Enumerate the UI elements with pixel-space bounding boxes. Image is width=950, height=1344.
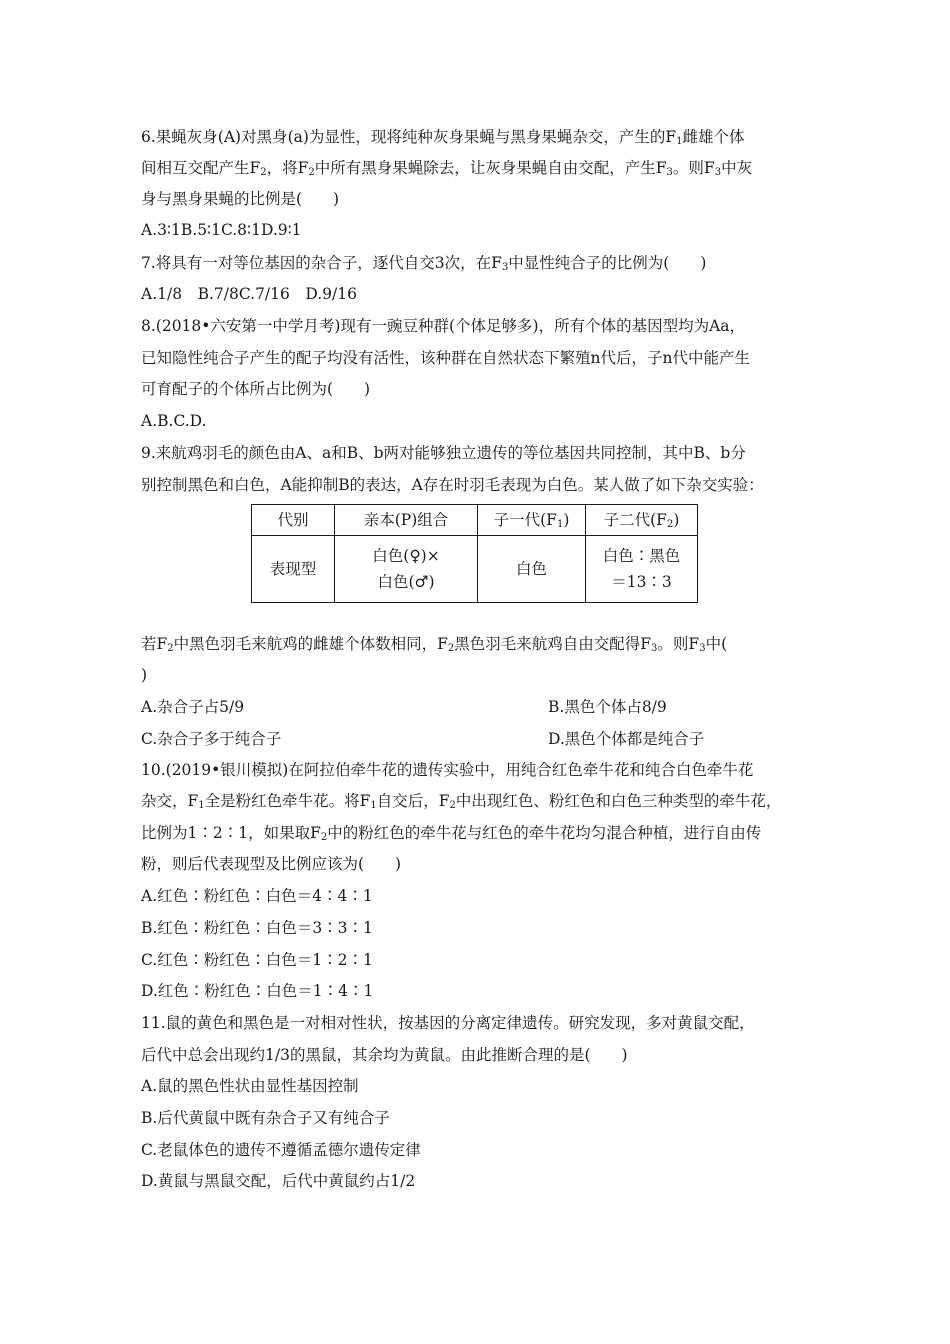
q9-stem-line-1: 9.来航鸡羽毛的颜色由A、a和B、b两对能够独立遗传的等位基因共同控制，其中B、b分 [141, 444, 746, 462]
table-cell: 白色∶黑色 ＝13∶3 [586, 536, 698, 603]
table-cell: 表现型 [252, 536, 335, 603]
q6-stem-line-1: 6.果蝇灰身(A)对黑身(a)为显性，现将纯种灰身果蝇与黑身果蝇杂交，产生的$F_1$雌雄个体 [141, 128, 745, 147]
q10-option-a: A.红色∶粉红色∶白色＝4∶4∶1 [141, 887, 373, 905]
q10-option-b: B.红色∶粉红色∶白色＝3∶3∶1 [141, 919, 373, 937]
table-header-cell: 子二代$(F_2)$ [586, 505, 698, 536]
table-header-row [252, 505, 698, 536]
cross-experiment-table [251, 504, 698, 603]
q8-stem-line-3: 可育配子的个体所占比例为( ) [141, 380, 371, 398]
q10-option-c: C.红色∶粉红色∶白色＝1∶2∶1 [141, 951, 373, 969]
q9-question-line-2: ) [141, 666, 148, 684]
q6-stem-line-3: 身与黑身果蝇的比例是( ) [141, 190, 340, 208]
q8-stem-line-1: 8.(2018•六安第一中学月考)现有一豌豆种群(个体足够多)，所有个体的基因型均为Aa， [141, 317, 746, 335]
q7-options: A.1/8 B.7/8C.7/16 D.9/16 [141, 285, 357, 303]
q9-option-b: B.黑色个体占8/9 [548, 698, 667, 716]
q11-option-b: B.后代黄鼠中既有杂合子又有纯合子 [141, 1109, 390, 1127]
q10-stem-line-4: 粉，则后代表现型及比例应该为( ) [141, 855, 402, 873]
q9-option-a: A.杂合子占5/9 [141, 698, 245, 716]
q10-stem-line-1: 10.(2019•银川模拟)在阿拉伯牵牛花的遗传实验中，用纯合红色牵牛花和纯合白色牵牛花 [141, 761, 754, 779]
q11-stem-line-1: 11.鼠的黄色和黑色是一对相对性状，按基因的分离定律遗传。研究发现，多对黄鼠交配， [141, 1014, 755, 1032]
q9-option-c: C.杂合子多于纯合子 [141, 730, 282, 748]
q11-stem-line-2: 后代中总会出现约1/3的黑鼠，其余均为黄鼠。由此推断合理的是( ) [141, 1046, 628, 1064]
q10-option-d: D.红色∶粉红色∶白色＝1∶4∶1 [141, 982, 374, 1000]
q9-option-row-2 [141, 729, 705, 749]
q10-stem-line-2: 杂交，$F_1$全是粉红色牵牛花。将$F_1$自交后，$F_2$中出现红色、粉红色和白色三种类型的牵牛花， [141, 792, 782, 811]
table-row [252, 536, 698, 603]
q11-option-a: A.鼠的黑色性状由显性基因控制 [141, 1077, 359, 1095]
q9-question-line-1: 若$F_2$中黑色羽毛来航鸡的雌雄个体数相同，$F_2$黑色羽毛来航鸡自由交配得$F_3$。则$F_3$中( [141, 635, 728, 654]
q9-stem-line-2: 别控制黑色和白色，A能抑制B的表达，A存在时羽毛表现为白色。某人做了如下杂交实验： [141, 476, 764, 494]
q10-stem-line-3: 比例为1∶2∶1，如果取$F_2$中的粉红色的牵牛花与红色的牵牛花均匀混合种植，进行自由传 [141, 824, 762, 843]
q9-option-row-1 [141, 697, 667, 717]
table-cell: 白色(♀)× 白色(♂) [335, 536, 478, 603]
table-header-cell: 子一代$(F_1)$ [478, 505, 586, 536]
q11-option-d: D.黄鼠与黑鼠交配，后代中黄鼠约占1/2 [141, 1172, 416, 1190]
table-cell: 白色 [478, 536, 586, 603]
q7-stem: 7.将具有一对等位基因的杂合子，逐代自交3次，在$F_3$中显性纯合子的比例为( ) [141, 254, 707, 273]
table-header-cell: 代别 [252, 505, 335, 536]
q8-options: A.B.C.D. [141, 412, 207, 430]
q6-stem-line-2: 间相互交配产生$F_2$，将$F_2$中所有黑身果蝇除去，让灰身果蝇自由交配，产生$F_3$。则$F_3$中灰 [141, 159, 753, 178]
table-header-cell: 亲本(P)组合 [335, 505, 478, 536]
q6-options: A.3∶1B.5∶1C.8∶1D.9∶1 [141, 221, 302, 239]
q11-option-c: C.老鼠体色的遗传不遵循孟德尔遗传定律 [141, 1141, 421, 1159]
q9-option-d: D.黑色个体都是纯合子 [548, 730, 705, 748]
q8-stem-line-2: 已知隐性纯合子产生的配子均没有活性，该种群在自然状态下繁殖n代后，子n代中能产生 [141, 349, 750, 367]
